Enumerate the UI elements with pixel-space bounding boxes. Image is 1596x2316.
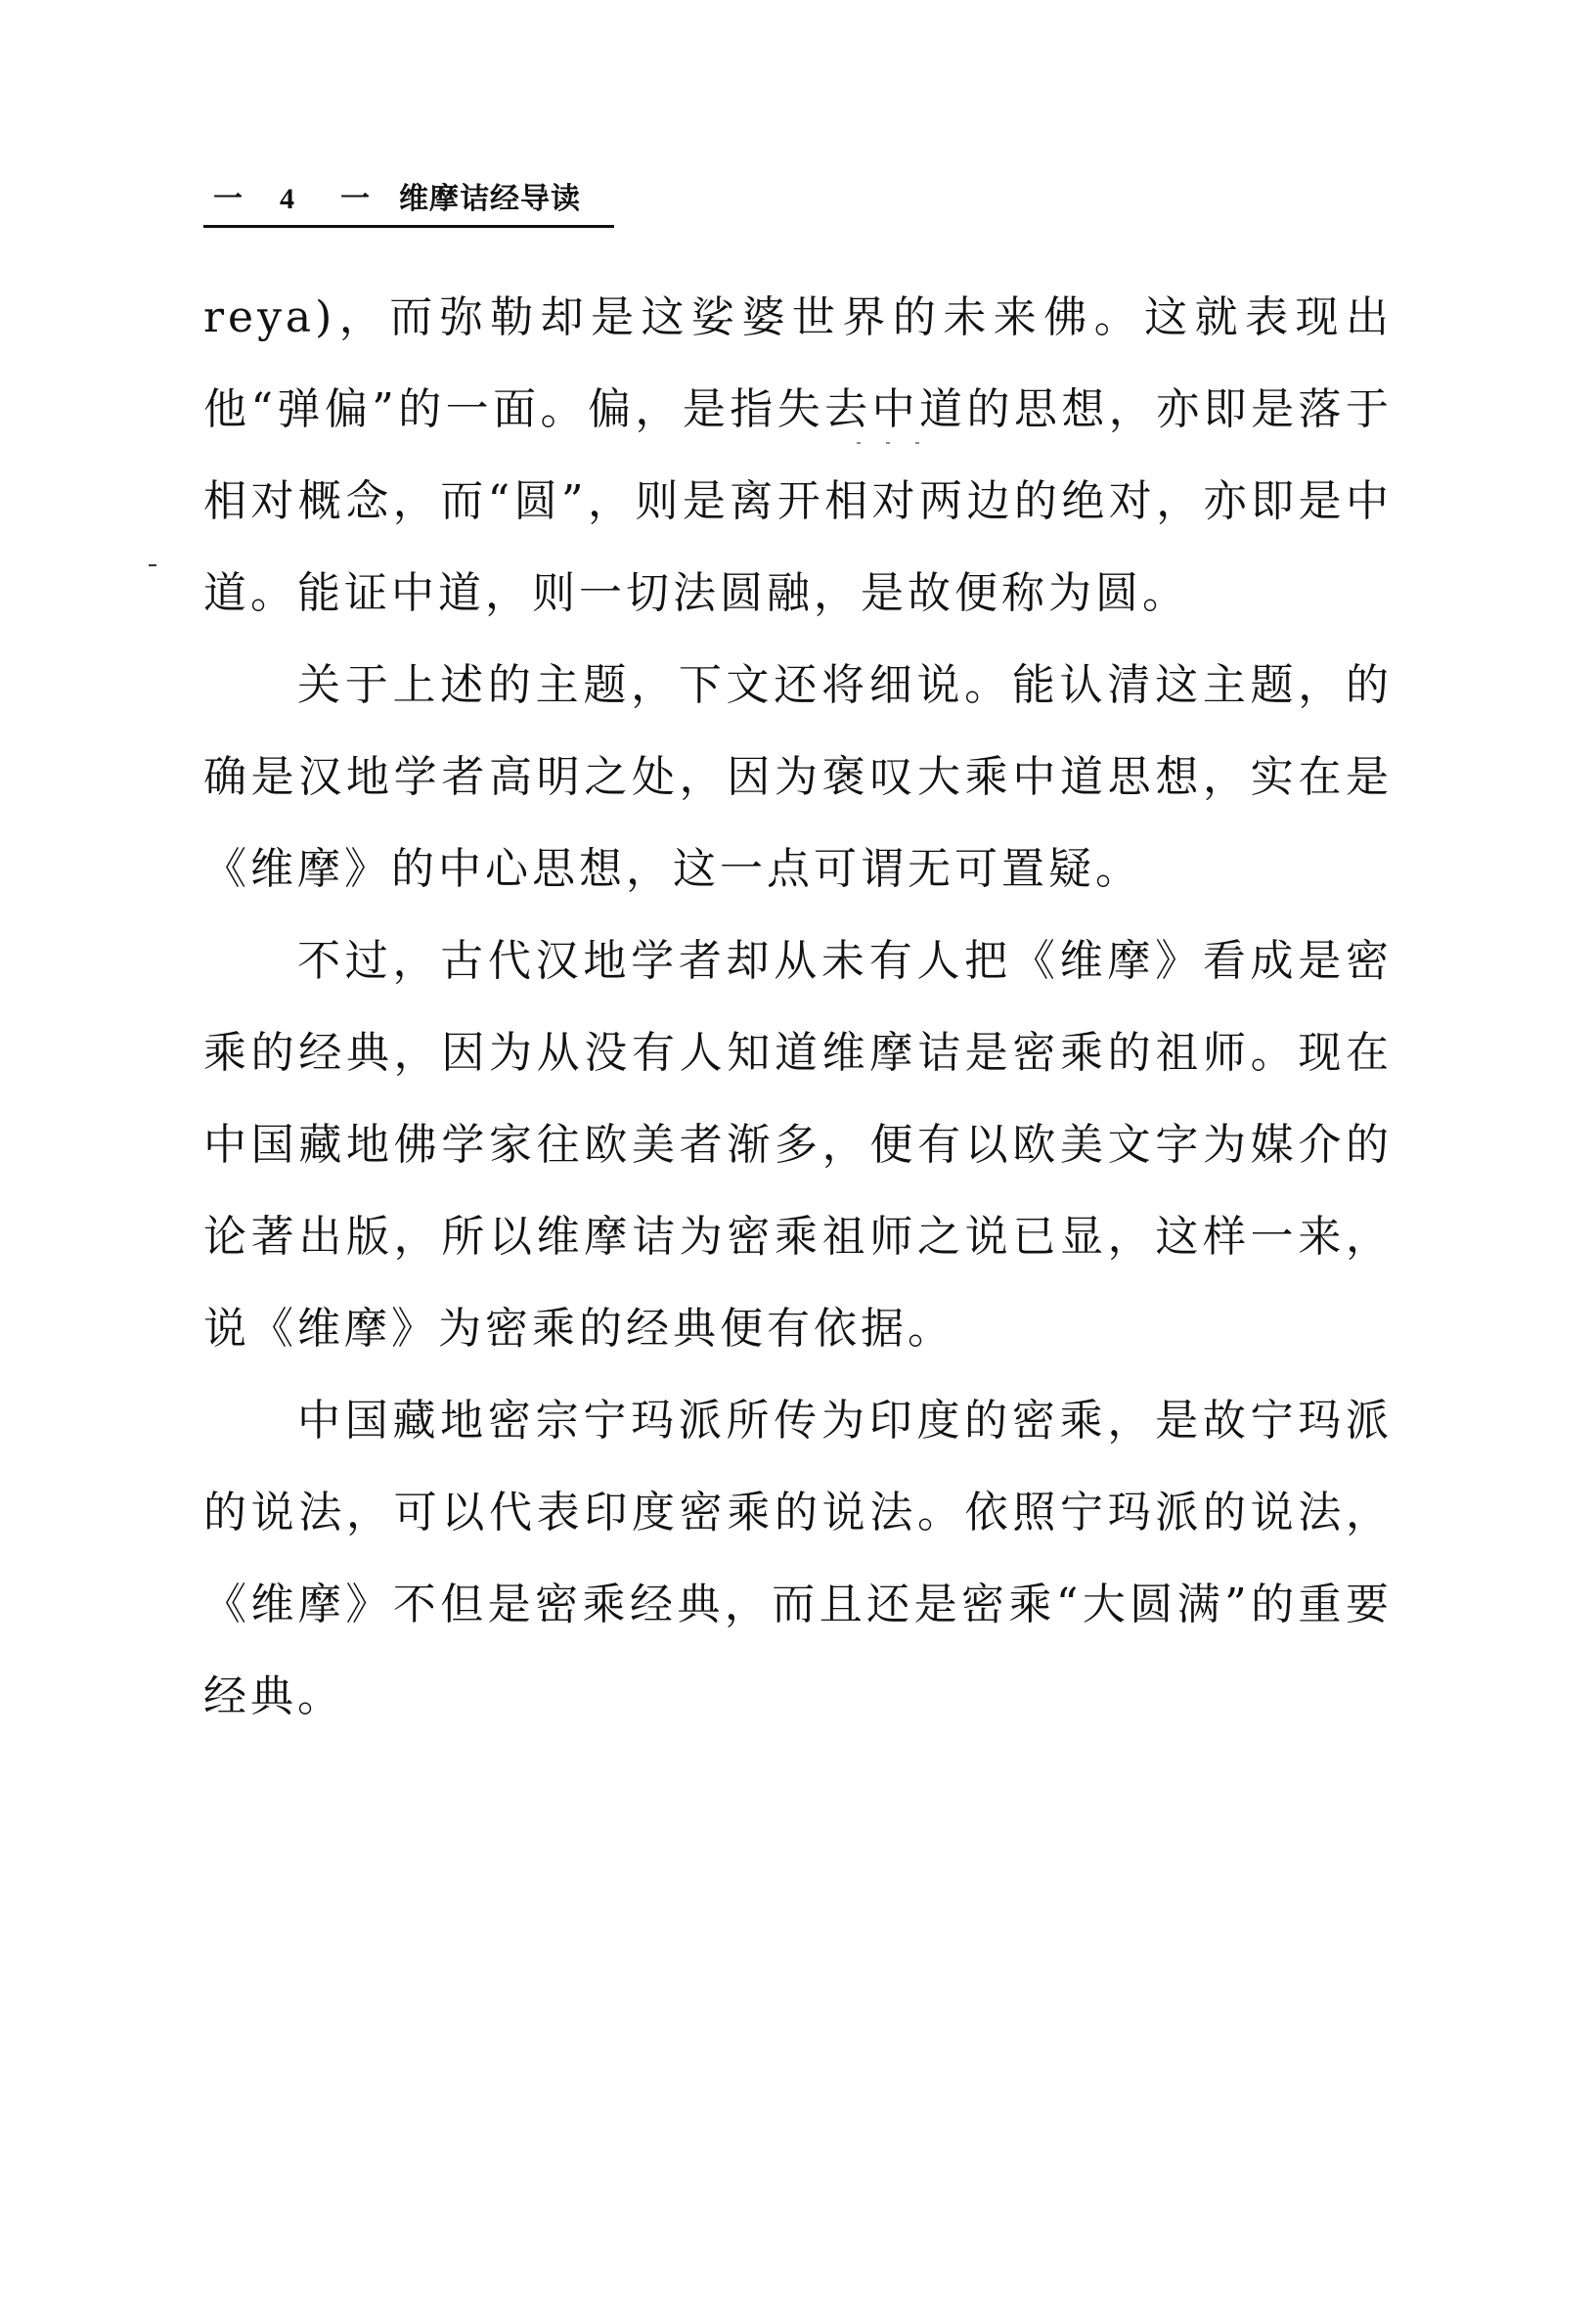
paragraph-1: reya)，而弥勒却是这娑婆世界的未来佛。这就表现出他“弹偏”的一面。偏，是指失去中道的思想，亦即是落于相对概念，而“圆”，则是离开相对两边的绝对，亦即是中道。能证中道，则一切法圆融，是故便称为圆。: [203, 292, 1393, 618]
paragraph-3: 不过，古代汉地学者却从未有人把《维摩》看成是密乘的经典，因为从没有人知道维摩诘是密乘的祖师。现在中国藏地佛学家往欧美者渐多，便有以欧美文字为媒介的论著出版，所以维摩诘为密乘祖师之说已显，这样一来，说《维摩》为密乘的经典便有依据。: [203, 936, 1393, 1354]
margin-mark: [149, 564, 156, 566]
header-dash-right: 一: [340, 182, 370, 216]
body-text: [203, 272, 1393, 1743]
book-title: 维摩诘经导读: [399, 182, 581, 216]
header-dash-left: 一: [213, 182, 243, 216]
page-number: 4: [280, 183, 294, 215]
paragraph-4: 中国藏地密宗宁玛派所传为印度的密乘，是故宁玛派的说法，可以代表印度密乘的说法。依照宁玛派的说法，《维摩》不但是密乘经典，而且还是密乘“大圆满”的重要经典。: [203, 1396, 1393, 1721]
running-header: [203, 180, 614, 228]
paragraph-2: 关于上述的主题，下文还将细说。能认清这主题，的确是汉地学者高明之处，因为褒叹大乘中道思想，实在是《维摩》的中心思想，这一点可谓无可置疑。: [203, 660, 1393, 894]
